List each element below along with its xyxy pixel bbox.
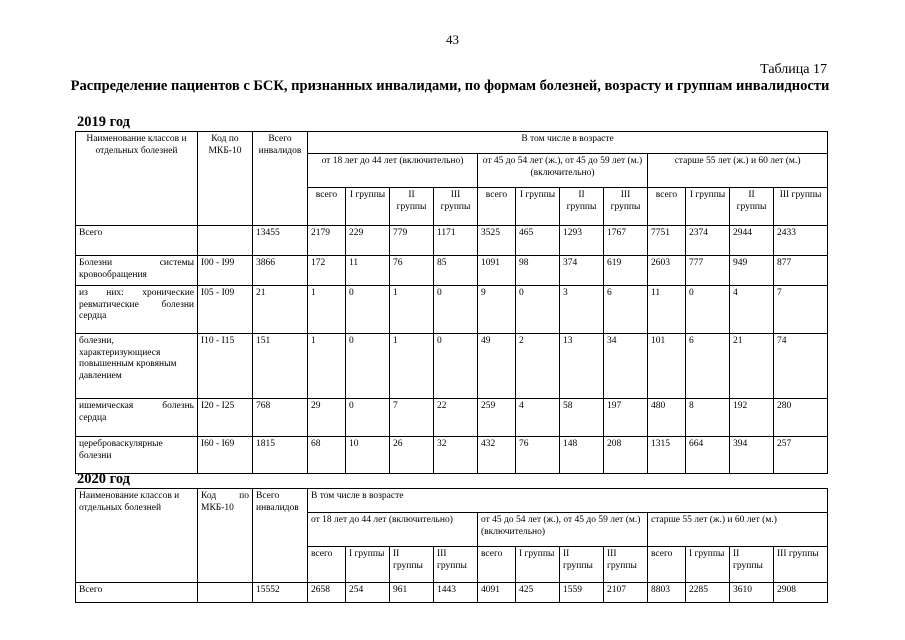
row-value: 432 bbox=[478, 437, 516, 474]
subheader-total: всего bbox=[648, 547, 686, 583]
row-value: 8 bbox=[686, 399, 730, 437]
page-number: 43 bbox=[446, 32, 459, 47]
subheader-group-2: II группы bbox=[560, 547, 604, 583]
row-name: Всего bbox=[76, 226, 198, 256]
row-value: 3866 bbox=[253, 256, 308, 286]
row-value: 10 bbox=[346, 437, 390, 474]
header-name: Наименование классов и отдельных болезней bbox=[76, 132, 198, 226]
row-value: 3525 bbox=[478, 226, 516, 256]
row-value: 1559 bbox=[560, 583, 604, 603]
table-title: Распределение пациентов с БСК, признанных инвалидами, по формам болезней, возрасту и группам инвалидности bbox=[70, 78, 830, 94]
row-name: болезни, характеризующиеся повышенным кровяным давлением bbox=[76, 334, 198, 399]
row-value: 779 bbox=[390, 226, 434, 256]
row-code: I00 - I99 bbox=[198, 256, 253, 286]
row-value: 1 bbox=[308, 286, 346, 334]
row-value: 0 bbox=[346, 399, 390, 437]
header-age-over-55: старше 55 лет (ж.) и 60 лет (м.) bbox=[648, 154, 828, 188]
row-value: 280 bbox=[774, 399, 828, 437]
subheader-group-3: III группы bbox=[604, 188, 648, 226]
row-value: 9 bbox=[478, 286, 516, 334]
row-value: 76 bbox=[516, 437, 560, 474]
subheader-group-3: III группы bbox=[434, 547, 478, 583]
row-value: 26 bbox=[390, 437, 434, 474]
row-value: 7 bbox=[774, 286, 828, 334]
row-value: 3610 bbox=[730, 583, 774, 603]
row-value: 29 bbox=[308, 399, 346, 437]
row-value: 1 bbox=[390, 334, 434, 399]
row-value: 0 bbox=[346, 286, 390, 334]
row-value: 0 bbox=[686, 286, 730, 334]
row-value: 1315 bbox=[648, 437, 686, 474]
row-value: 768 bbox=[253, 399, 308, 437]
table-row bbox=[76, 437, 828, 474]
row-value: 21 bbox=[730, 334, 774, 399]
row-value: 22 bbox=[434, 399, 478, 437]
row-value: 1091 bbox=[478, 256, 516, 286]
row-value: 13 bbox=[560, 334, 604, 399]
table-row bbox=[76, 583, 828, 603]
row-code: I10 - I15 bbox=[198, 334, 253, 399]
header-code: Код по МКБ-10 bbox=[198, 132, 253, 226]
row-value: 11 bbox=[648, 286, 686, 334]
subheader-total: всего bbox=[478, 188, 516, 226]
row-value: 229 bbox=[346, 226, 390, 256]
row-value: 98 bbox=[516, 256, 560, 286]
table-2020 bbox=[75, 488, 828, 603]
table-2019 bbox=[75, 131, 828, 474]
subheader-total: всего bbox=[648, 188, 686, 226]
row-value: 425 bbox=[516, 583, 560, 603]
row-value: 34 bbox=[604, 334, 648, 399]
row-value: 777 bbox=[686, 256, 730, 286]
row-value: 1 bbox=[308, 334, 346, 399]
header-age-18-44: от 18 лет до 44 лет (включительно) bbox=[308, 513, 478, 547]
row-value: 76 bbox=[390, 256, 434, 286]
row-value: 1293 bbox=[560, 226, 604, 256]
row-value: 877 bbox=[774, 256, 828, 286]
row-value: 480 bbox=[648, 399, 686, 437]
row-value: 0 bbox=[434, 286, 478, 334]
header-age-18-44: от 18 лет до 44 лет (включительно) bbox=[308, 154, 478, 188]
row-value: 49 bbox=[478, 334, 516, 399]
row-value: 2374 bbox=[686, 226, 730, 256]
subheader-group-1: I группы bbox=[346, 547, 390, 583]
row-value: 1171 bbox=[434, 226, 478, 256]
row-value: 11 bbox=[346, 256, 390, 286]
row-name: ишемическая болезнь сердца bbox=[76, 399, 198, 437]
row-value: 2285 bbox=[686, 583, 730, 603]
row-value: 8803 bbox=[648, 583, 686, 603]
row-value: 0 bbox=[516, 286, 560, 334]
row-value: 4 bbox=[516, 399, 560, 437]
row-value: 2 bbox=[516, 334, 560, 399]
row-value: 257 bbox=[774, 437, 828, 474]
header-total: Всего инвалидов bbox=[253, 489, 308, 583]
row-value: 2944 bbox=[730, 226, 774, 256]
row-value: 2658 bbox=[308, 583, 346, 603]
subheader-group-2: II группы bbox=[390, 547, 434, 583]
header-total: Всего инвалидов bbox=[253, 132, 308, 226]
row-value: 7 bbox=[390, 399, 434, 437]
row-code: I20 - I25 bbox=[198, 399, 253, 437]
row-value: 21 bbox=[253, 286, 308, 334]
row-value: 7751 bbox=[648, 226, 686, 256]
subheader-group-2: II группы bbox=[390, 188, 434, 226]
row-code bbox=[198, 226, 253, 256]
row-value: 6 bbox=[686, 334, 730, 399]
row-value: 259 bbox=[478, 399, 516, 437]
subheader-group-1: I группы bbox=[346, 188, 390, 226]
header-in-age: В том числе в возрасте bbox=[308, 489, 828, 513]
row-name: Всего bbox=[76, 583, 198, 603]
year-2019-heading: 2019 год bbox=[77, 114, 131, 130]
row-value: 0 bbox=[346, 334, 390, 399]
row-value: 1443 bbox=[434, 583, 478, 603]
header-name: Наименование классов и отдельных болезней bbox=[76, 489, 198, 583]
subheader-group-3: III группы bbox=[774, 547, 828, 583]
row-value: 4091 bbox=[478, 583, 516, 603]
row-value: 32 bbox=[434, 437, 478, 474]
year-2020-heading: 2020 год bbox=[77, 471, 131, 487]
row-value: 2908 bbox=[774, 583, 828, 603]
row-value: 6 bbox=[604, 286, 648, 334]
row-value: 192 bbox=[730, 399, 774, 437]
subheader-group-1: I группы bbox=[686, 547, 730, 583]
table-row bbox=[76, 256, 828, 286]
row-value: 58 bbox=[560, 399, 604, 437]
row-value: 2179 bbox=[308, 226, 346, 256]
row-value: 664 bbox=[686, 437, 730, 474]
row-value: 1815 bbox=[253, 437, 308, 474]
row-value: 85 bbox=[434, 256, 478, 286]
row-value: 374 bbox=[560, 256, 604, 286]
row-value: 949 bbox=[730, 256, 774, 286]
row-value: 254 bbox=[346, 583, 390, 603]
subheader-group-3: III группы bbox=[774, 188, 828, 226]
row-value: 74 bbox=[774, 334, 828, 399]
row-value: 0 bbox=[434, 334, 478, 399]
row-value: 619 bbox=[604, 256, 648, 286]
row-code: I60 - I69 bbox=[198, 437, 253, 474]
table-row bbox=[76, 226, 828, 256]
row-code bbox=[198, 583, 253, 603]
header-code: Код по МКБ-10 bbox=[198, 489, 253, 583]
row-name: цереброваскулярные болезни bbox=[76, 437, 198, 474]
subheader-group-1: I группы bbox=[516, 547, 560, 583]
row-value: 4 bbox=[730, 286, 774, 334]
row-value: 151 bbox=[253, 334, 308, 399]
header-in-age: В том числе в возрасте bbox=[308, 132, 828, 154]
row-code: I05 - I09 bbox=[198, 286, 253, 334]
subheader-total: всего bbox=[308, 188, 346, 226]
subheader-group-2: II группы bbox=[730, 188, 774, 226]
header-age-over-55: старше 55 лет (ж.) и 60 лет (м.) bbox=[648, 513, 828, 547]
table-row bbox=[76, 399, 828, 437]
table-row bbox=[76, 286, 828, 334]
subheader-total: всего bbox=[478, 547, 516, 583]
row-value: 2433 bbox=[774, 226, 828, 256]
table-row bbox=[76, 334, 828, 399]
subheader-group-1: I группы bbox=[686, 188, 730, 226]
row-value: 1 bbox=[390, 286, 434, 334]
row-value: 3 bbox=[560, 286, 604, 334]
header-age-45-59: от 45 до 54 лет (ж.), от 45 до 59 лет (м.) (включительно) bbox=[478, 513, 648, 547]
row-name: из них: хронические ревматические болезни сердца bbox=[76, 286, 198, 334]
subheader-group-2: II группы bbox=[560, 188, 604, 226]
subheader-group-1: I группы bbox=[516, 188, 560, 226]
row-name: Болезни системы кровообращения bbox=[76, 256, 198, 286]
row-value: 68 bbox=[308, 437, 346, 474]
subheader-group-3: III группы bbox=[604, 547, 648, 583]
row-value: 172 bbox=[308, 256, 346, 286]
row-value: 148 bbox=[560, 437, 604, 474]
row-value: 465 bbox=[516, 226, 560, 256]
header-age-45-59: от 45 до 54 лет (ж.), от 45 до 59 лет (м.) (включительно) bbox=[478, 154, 648, 188]
row-value: 101 bbox=[648, 334, 686, 399]
row-value: 1767 bbox=[604, 226, 648, 256]
row-value: 15552 bbox=[253, 583, 308, 603]
row-value: 197 bbox=[604, 399, 648, 437]
subheader-total: всего bbox=[308, 547, 346, 583]
subheader-group-2: II группы bbox=[730, 547, 774, 583]
row-value: 394 bbox=[730, 437, 774, 474]
row-value: 208 bbox=[604, 437, 648, 474]
row-value: 2107 bbox=[604, 583, 648, 603]
subheader-group-3: III группы bbox=[434, 188, 478, 226]
table-label: Таблица 17 bbox=[760, 62, 827, 77]
row-value: 961 bbox=[390, 583, 434, 603]
row-value: 2603 bbox=[648, 256, 686, 286]
row-value: 13455 bbox=[253, 226, 308, 256]
